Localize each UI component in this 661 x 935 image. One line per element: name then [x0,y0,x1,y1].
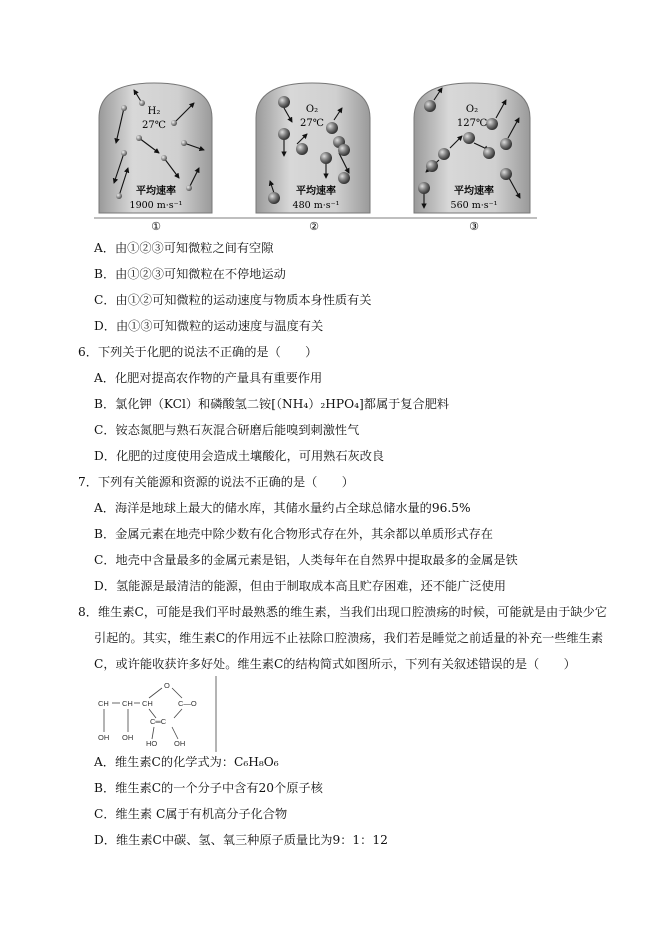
q8-option-d: D．维生素C中碳、氢、氧三种原子质量比为9：1：12 [94,833,388,847]
q8-option-a: A．维生素C的化学式为：C₆H₈O₆ [94,755,279,769]
panel-3 [414,83,530,233]
q7-stem: 7．下列有关能源和资源的说法不正确的是（ ） [78,475,354,489]
q7-option-d: D．氢能源是最清洁的能源，但由于制取成本高且贮存困难，还不能广泛使用 [94,579,506,593]
struct-label-ch2: CH [122,699,133,708]
q6-stem: 6．下列关于化肥的说法不正确的是（ ） [78,345,318,359]
q7-option-b: B．金属元素在地壳中除少数有化合物形式存在外，其余都以单质形式存在 [94,527,493,541]
panel-1-gas: H₂ [147,106,161,117]
struct-label-ch3: CH [142,699,153,708]
q6-option-c: C．铵态氮肥与熟石灰混合研磨后能嗅到刺激性气 [94,423,360,437]
q6-option-b: B．氯化钾（KCl）和磷酸氢二铵[（NH₄）₂HPO₄]都属于复合肥料 [94,397,450,411]
panel-1-rate: 1900 m·s⁻¹ [129,200,183,211]
struct-label-oh1: OH [98,733,110,742]
panel-3-number: ③ [469,220,479,233]
q6-option-a: A．化肥对提高农作物的产量具有重要作用 [94,371,323,385]
struct-label-ch1: CH [98,699,109,708]
panel-2-rate: 480 m·s⁻¹ [292,200,340,211]
panel-3-gas: O₂ [465,104,479,115]
struct-label-oh3: OH [174,739,186,748]
panel-2-gas: O₂ [305,104,319,115]
panel-2 [256,83,370,233]
q8-option-c: C．维生素 C属于有机高分子化合物 [94,807,288,821]
vitamin-c-structure [94,676,219,752]
q6-option-d: D．化肥的过度使用会造成土壤酸化，可用熟石灰改良 [94,449,385,463]
q8-option-b: B．维生素C的一个分子中含有20个原子核 [94,781,323,795]
panel-2-temp: 27℃ [300,118,324,129]
struct-label-o: O [164,681,170,690]
q8-stem-line-3: C，或许能收获许多好处。维生素C的结构简式如图所示，下列有关叙述错误的是（ ） [94,657,576,671]
struct-label-oh2: OH [122,733,134,742]
struct-label-cc: C═C [150,717,167,726]
gas-particle-figure [94,78,537,236]
panel-2-rate-label: 平均速率 [296,186,336,197]
panel-1 [99,83,212,233]
panel-2-number: ② [309,220,319,233]
panel-3-rate: 560 m·s⁻¹ [450,200,498,211]
panel-3-rate-label: 平均速率 [454,186,494,197]
panel-1-number: ① [151,220,161,233]
q5-option-d: D．由①③可知微粒的运动速度与温度有关 [94,319,324,333]
panel-1-temp: 27℃ [142,120,166,131]
q5-option-b: B．由①②③可知微粒在不停地运动 [94,267,286,281]
q5-option-a: A．由①②③可知微粒之间有空隙 [94,241,274,255]
q7-option-a: A．海洋是地球上最大的储水库，其储水量约占全球总储水量的96.5% [94,501,471,515]
panel-3-temp: 127℃ [456,118,488,129]
struct-label-co: C—O [178,699,197,708]
q8-stem-line-1: 8．维生素C，可能是我们平时最熟悉的维生素，当我们出现口腔溃疡的时候，可能就是由于缺少它 [78,605,607,619]
panel-1-rate-label: 平均速率 [136,186,176,197]
struct-label-ho: HO [146,739,158,748]
q8-stem-line-2: 引起的。其实，维生素C的作用远不止祛除口腔溃疡，我们若是睡觉之前适量的补充一些维生素 [94,631,604,645]
q7-option-c: C．地壳中含量最多的金属元素是铝，人类每年在自然界中提取最多的金属是铁 [94,553,518,567]
q5-option-c: C．由①②可知微粒的运动速度与物质本身性质有关 [94,293,372,307]
